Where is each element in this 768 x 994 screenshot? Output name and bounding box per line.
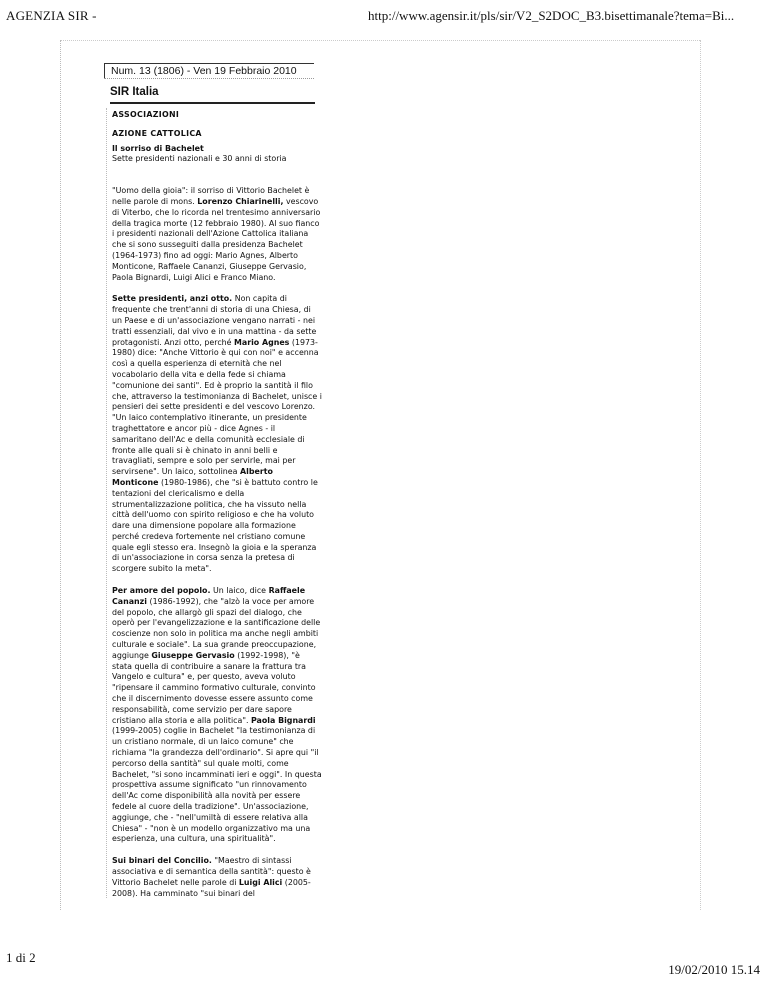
frame-left-border [60,40,61,910]
article-paragraph [112,586,322,845]
article-kicker [112,110,322,140]
print-header-url: http://www.agensir.it/pls/sir/V2_S2DOC_B3.bisettimanale?tema=Bi... [368,8,735,23]
print-footer-page: 1 di 2 [6,950,36,965]
article-paragraph [112,294,322,575]
article-paragraph [112,186,322,283]
article-paragraph [112,856,322,899]
article-left-rule [106,108,107,898]
article-body [112,186,322,899]
text-run: (1999-2005) coglie in Bachelet "la testimonianza di un cristiano normale, di un laico comune" che richiama "la grandezza dell'ordinario". Si apre qui "il percorso della santità" sul quale molti, come Bachelet, "si sono incamminati ieri e oggi". In questa prospettiva assume significato "un rinnovamento dell'Ac come disponibilità alla novità per essere fedele al cuore della tradizione". Un'associazione, aggiunge, che - "nell'umiltà di essere relativa alla Chiesa" - "non è un modello organizzativo ma una esperienza, una cultura, una spiritualità". [112,726,322,844]
text-run: vescovo di Viterbo, che lo ricorda nel trentesimo anniversario della tragica morte (12 febbraio 1980). Al suo fianco i presidenti nazionali dell'Azione Cattolica italiana che si sono susseguiti dalla presidenza Bachelet (1964-1973) fino ad oggi: Mario Agnes, Alberto Monticone, Raffaele Cananzi, Giuseppe Gervasio, Paola Bignardi, Luigi Alici e Franco Miano. [112,196,321,282]
bold-run: Per amore del popolo. [112,586,211,596]
bold-run: Luigi Alici [238,877,283,887]
text-run: (2005-2008). Ha camminato "sui binari del [112,877,311,898]
issue-number-box: Num. 13 (1806) - Ven 19 Febbraio 2010 [104,63,314,78]
print-header-title: AGENZIA SIR - [6,8,97,23]
article-headline: Il sorriso di Bachelet [112,143,204,153]
text-run: Non capita di frequente che trent'anni di storia di una Chiesa, di un Paese e di un'associazione vengano narrati - nei tratti essenziali, dal vivo e in una mattina - da sette protagonisti. Anzi otto, perché [112,294,317,347]
article-category: ASSOCIAZIONI [112,110,180,119]
text-run: (1986-1992), che "alzò la voce per amore del popolo, che allargò gli spazi del dialogo, che operò per l'evangelizzazione e la santificazione delle coscienze non solo in politica ma anche negli ambiti culturale e sociale". La sua grande preoccupazione, aggiunge [112,596,321,660]
frame-right-border [700,40,701,910]
print-footer-timestamp: 19/02/2010 15.14 [668,962,760,977]
section-title: SIR Italia [110,86,159,98]
text-run: "Maestro di sintassi associativa e di semantica della santità": questo è Vittorio Bachelet nelle parole di [112,856,311,887]
text-run: (1992-1998), "è stata quella di contribuire a sanare la frattura tra Vangelo e cultura" e, per questo, aveva voluto "ripensare il cammino formativo culturale, convinto che il discernimento dovesse essere assunto come responsabilità, come servizio per dare sapore cristiano alla storia e alla politica". [112,650,316,725]
bold-run: Sette presidenti, anzi otto. [112,294,233,304]
text-run: (1980-1986), che "si è battuto contro le tentazioni del clericalismo e della strumentalizzazione politica, che ha vissuto nella città dell'uomo con spirito religioso e che ha voluto dare una dimensione popolare alla formazione perché credeva fortemente nel cristiano comune quale egli stesso era. Insegnò la gioia e la speranza di un'associazione in corsa senza la pretesa di scorgere subito la meta". [112,477,318,574]
article-subheadline: Sette presidenti nazionali e 30 anni di storia [112,154,287,164]
bold-run: Giuseppe Gervasio [151,650,235,660]
frame-top-border [60,40,700,41]
text-run: (1973-1980) dice: "Anche Vittorio è qui con noi" e accenna così a quella esperienza di eternità che nel vocabolario della vita e della fede si chiama "comunione dei santi". Ed è proprio la santità il filo che, attraverso la testimonianza di Bachelet, unisce i pensieri dei sette presidenti e del vescovo Lorenzo. "Un laico contemplativo itinerante, un presidente traghettatore e ancor più - dice Agnes - il samaritano dell'Ac e della comunità ecclesiale di fronte alle quali si è chinato in anni belli e travagliati, sempre e solo per servirle, mai per servirsene". Un laico, sottolinea [112,337,322,477]
bold-run: Sui binari del Concilio. [112,856,212,866]
article-subcategory: AZIONE CATTOLICA [112,128,202,138]
text-run: Un laico, dice [210,586,269,596]
issue-divider [104,78,314,79]
bold-run: Mario Agnes [234,337,290,347]
text-run: "Uomo della gioia": il sorriso di Vittorio Bachelet è nelle parole di mons. [112,186,310,206]
bold-run: Raffaele Cananzi [112,586,306,606]
article [112,110,322,910]
bold-run: Lorenzo Chiarinelli, [197,196,284,206]
bold-run: Alberto Monticone [112,467,273,487]
section-divider [110,102,315,104]
bold-run: Paola Bignardi [250,715,316,725]
